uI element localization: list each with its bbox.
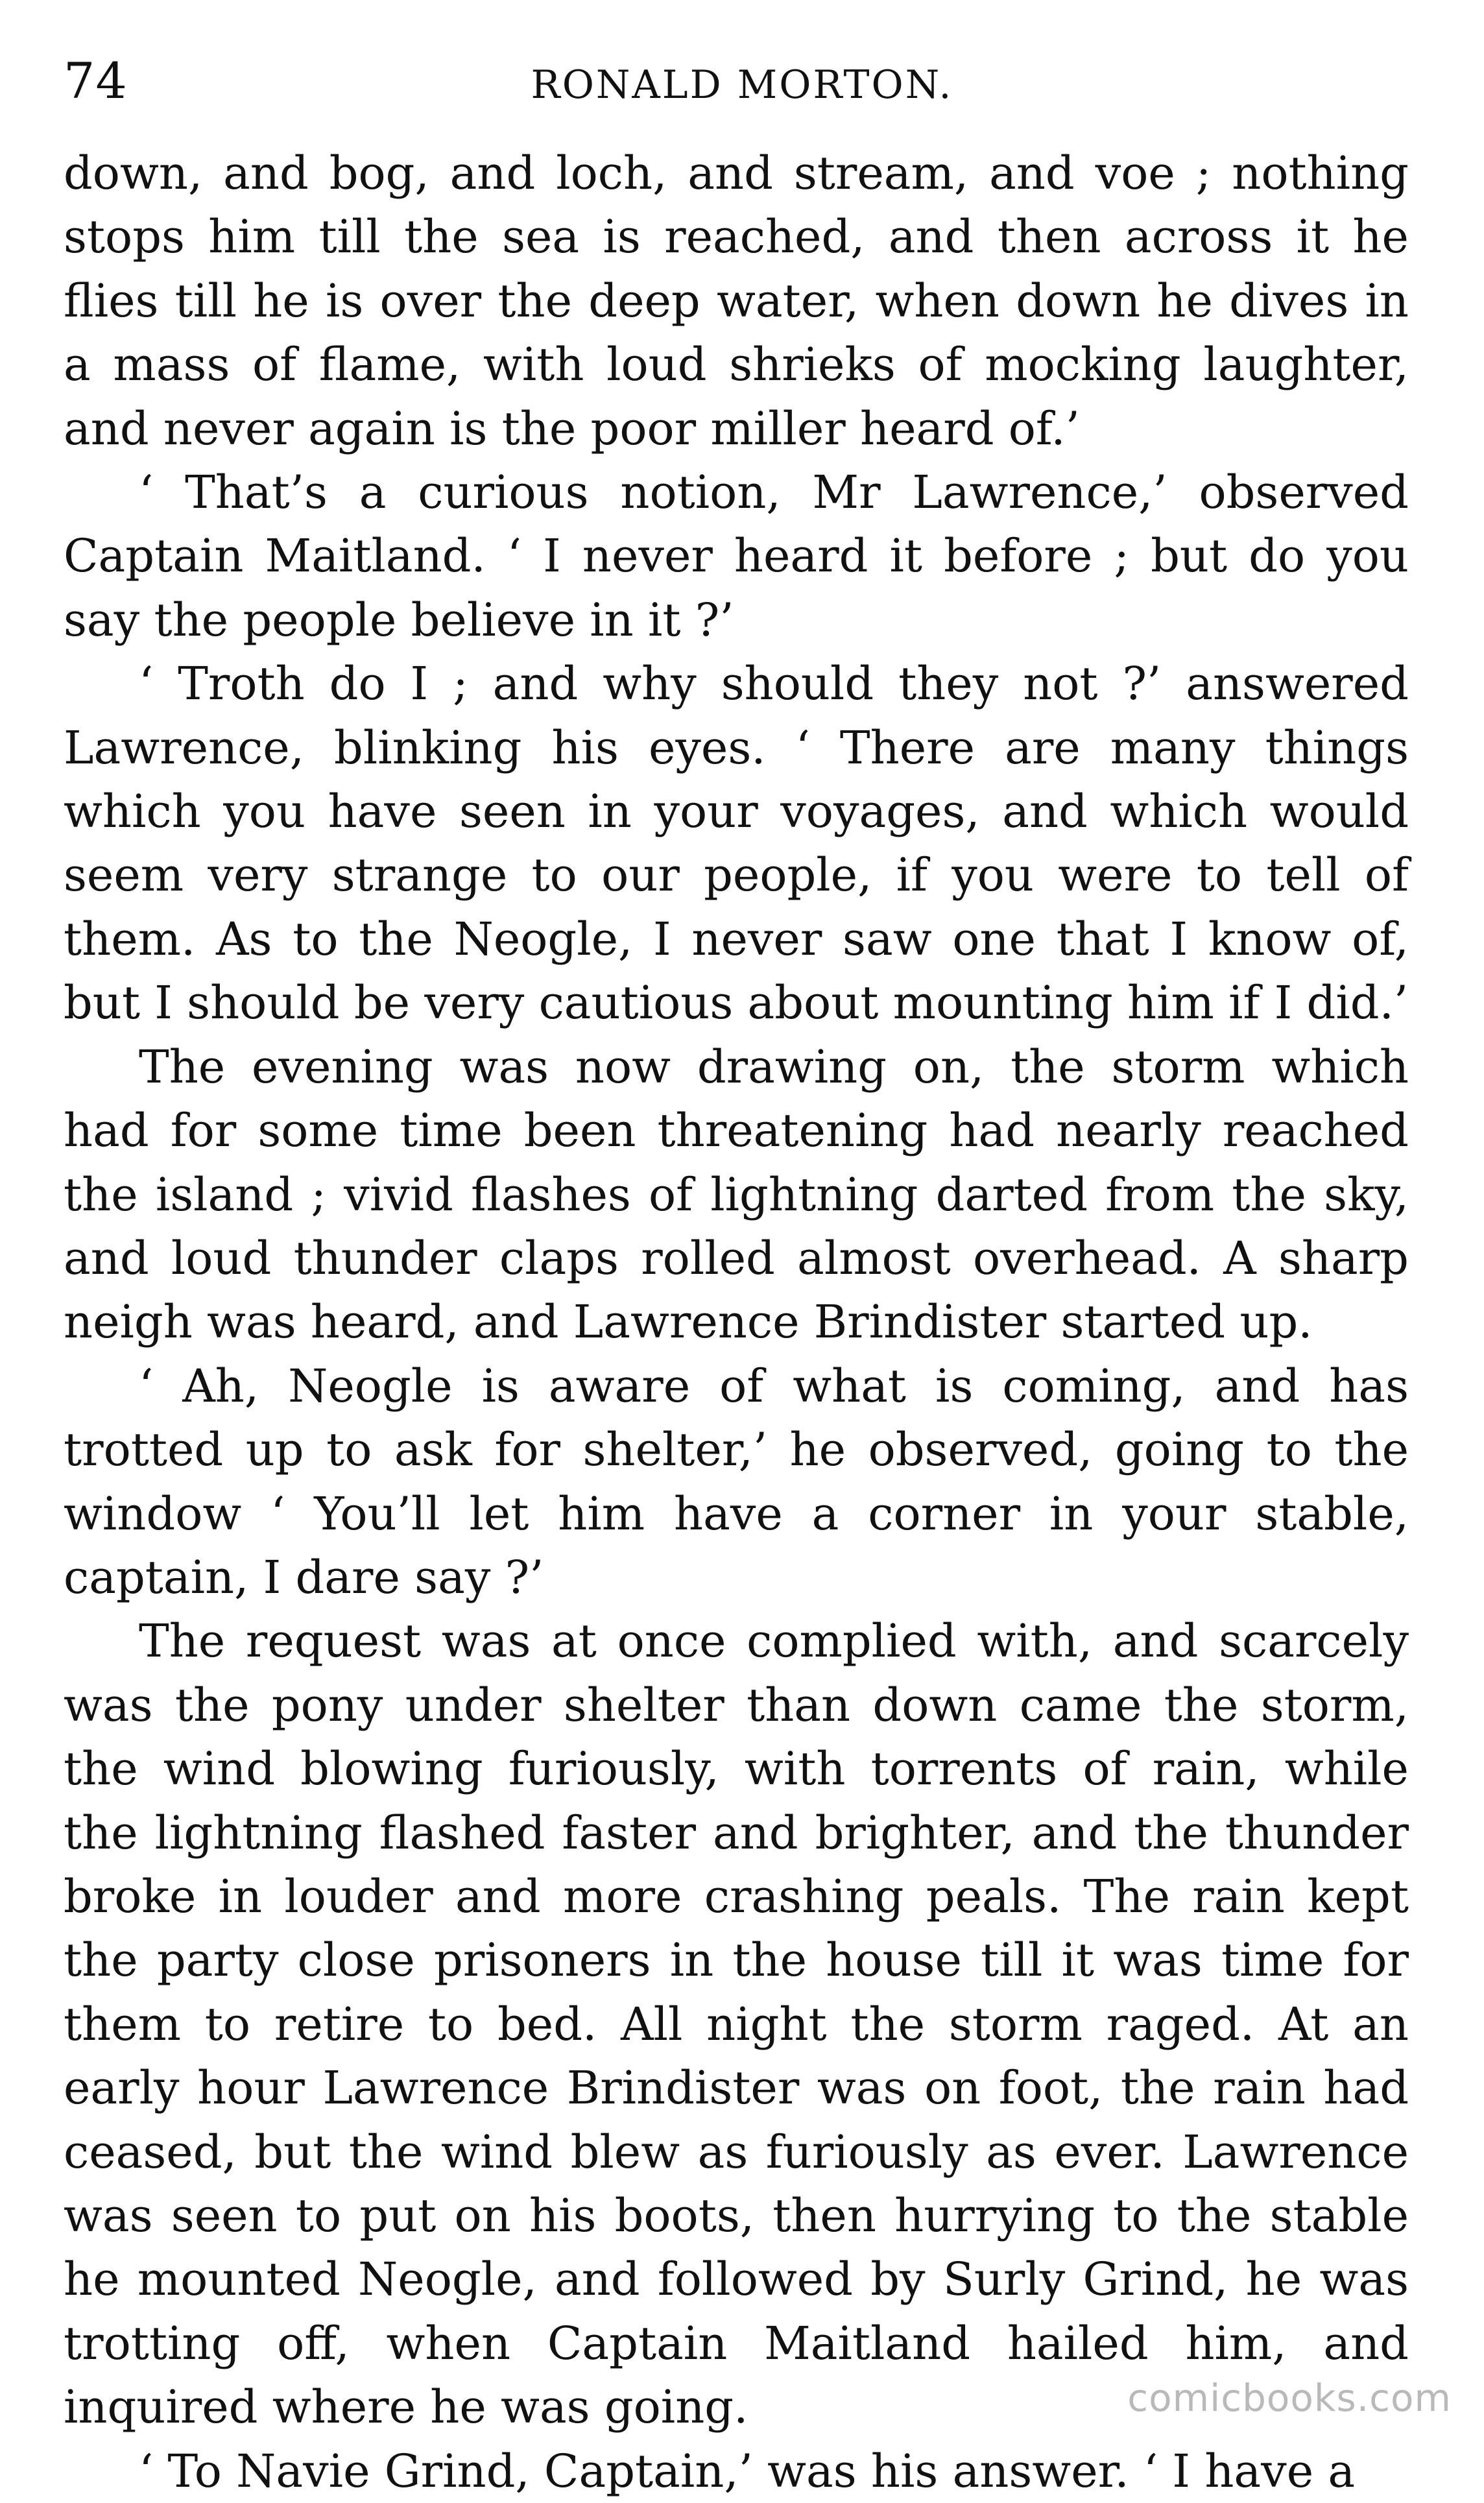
paragraph-continued: down, and bog, and loch, and stream, and voe ; nothing stops him till the sea is reached, and then across it he flies till he is over the deep water, when down he dives in a mass of flame, with loud shrieks of mocking laughter, and never again is the poor miller heard of.’: [64, 147, 1409, 455]
running-head: [0, 45, 1484, 117]
paragraph: The evening was now drawing on, the storm which had for some time been threatening had nearly reached the island ; vivid flashes of lightning darted from the sky, and loud thunder claps rolled almost overhead. A sharp neigh was heard, and Lawrence Brindister started up.: [64, 1040, 1409, 1349]
page-number: 74: [64, 52, 128, 110]
paragraph: The request was at once complied with, and scarcely was the pony under shelter than down came the storm, the wind blowing furiously, with torrents of rain, while the lightning flashed faster and brighter, and the thunder broke in louder and more crashing peals. The rain kept the party close prisoners in the house till it was time for them to retire to bed. All night the storm raged. At an early hour Lawrence Brindister was on foot, the rain had ceased, but the wind blew as furiously as ever. Lawrence was seen to put on his boots, then hurrying to the stable he mounted Neogle, and followed by Surly Grind, he was trotting off, when Captain Maitland hailed him, and inquired where he was going.: [64, 1614, 1409, 2434]
paragraph-final: ‘ To Navie Grind, Captain,’ was his answer. ‘ I have a: [139, 2444, 1356, 2498]
paragraph: ‘ Ah, Neogle is aware of what is coming, and has trotted up to ask for shelter,’ he observed, going to the window ‘ You’ll let him have a corner in your stable, captain, I dare say ?’: [64, 1359, 1409, 1604]
paragraph: ‘ That’s a curious notion, Mr Lawrence,’ observed Captain Maitland. ‘ I never heard it before ; but do you say the people believe in it ?’: [64, 466, 1409, 647]
watermark: comicbooks.com: [1127, 2376, 1452, 2420]
paragraph: ‘ Troth do I ; and why should they not ?’ answered Lawrence, blinking his eyes. ‘ There are many things which you have seen in your voyages, and which would seem very strange to our people, if you were to tell of them. As to the Neogle, I never saw one that I know of, but I should be very cautious about mounting him if I did.’: [64, 657, 1409, 1030]
running-title: RONALD MORTON.: [531, 62, 953, 108]
body-text: [64, 141, 1409, 2503]
